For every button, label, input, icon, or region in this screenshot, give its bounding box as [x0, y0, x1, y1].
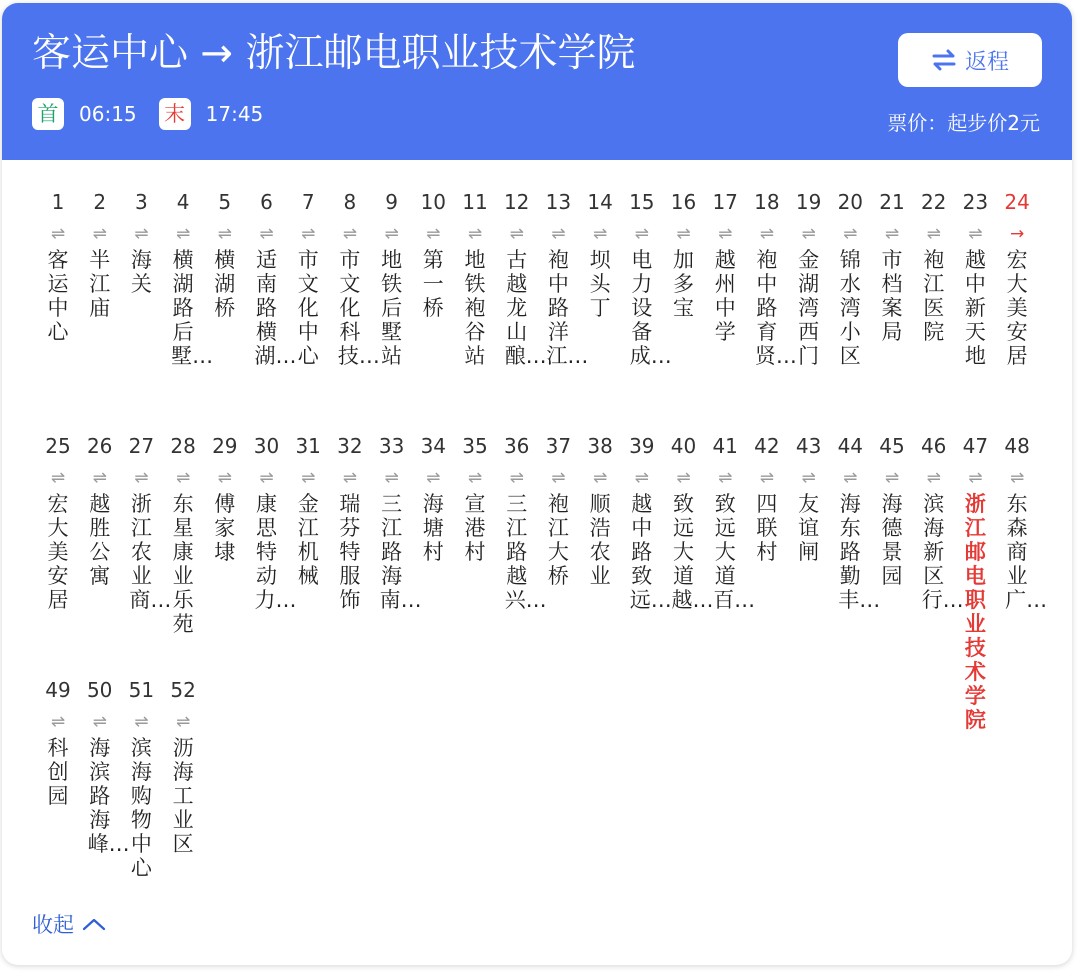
bidirectional-icon: ⇌ [134, 712, 149, 732]
route-card [2, 3, 1072, 965]
stop-number: 35 [462, 434, 488, 458]
stop-number: 5 [218, 190, 232, 214]
stop-name: 第一桥 [422, 248, 444, 320]
stop-number: 41 [712, 434, 738, 458]
stop-name: 致远大道越… [671, 492, 714, 612]
stop-name: 越胜公寓 [89, 492, 111, 588]
bidirectional-icon: ⇌ [467, 468, 483, 488]
stop-number: 34 [420, 434, 447, 458]
stop-item[interactable] [497, 188, 547, 368]
stop-name: 金湖湾西门 [798, 248, 820, 368]
bidirectional-icon: ⇌ [384, 224, 399, 244]
stop-number: 10 [420, 190, 447, 214]
stop-item[interactable] [455, 432, 495, 564]
stop-number: 50 [86, 678, 113, 702]
bidirectional-icon: ⇌ [217, 468, 232, 488]
bidirectional-icon: ⇌ [592, 468, 608, 488]
stop-item[interactable] [955, 432, 995, 732]
stop-name: 横湖桥 [214, 248, 236, 320]
bidirectional-icon: ⇌ [968, 224, 983, 244]
stop-name: 地铁后墅站 [381, 248, 403, 368]
stop-number: 45 [879, 434, 905, 458]
stop-name: 越州中学 [714, 248, 736, 344]
bidirectional-icon: ⇌ [509, 224, 524, 244]
stop-item[interactable] [247, 188, 297, 368]
stop-number: 32 [337, 434, 363, 458]
stop-name: 袍中路育贤… [754, 248, 797, 368]
bidirectional-icon: ⇌ [676, 468, 691, 488]
stop-item[interactable] [288, 188, 328, 368]
stop-number: 1 [51, 190, 65, 214]
stop-name: 海德景园 [881, 492, 903, 588]
bidirectional-icon: ⇌ [175, 712, 191, 732]
stop-name: 袍江大桥 [547, 492, 569, 588]
stop-number: 37 [545, 434, 572, 458]
bidirectional-icon: ⇌ [426, 224, 441, 244]
bidirectional-icon: ⇌ [134, 468, 149, 488]
stop-item[interactable] [38, 676, 78, 808]
route-title [32, 29, 636, 79]
bidirectional-icon: ⇌ [843, 224, 858, 244]
stop-name: 三江路越兴… [504, 492, 547, 612]
stop-name: 坝头丁 [589, 248, 611, 320]
stop-item[interactable] [830, 188, 870, 368]
return-trip-button[interactable] [898, 33, 1042, 87]
stop-name: 三江路海南… [379, 492, 422, 612]
stop-name: 顺浩农业 [589, 492, 611, 588]
bidirectional-icon: ⇌ [884, 224, 900, 244]
bidirectional-icon: ⇌ [342, 224, 358, 244]
stop-item[interactable] [789, 432, 829, 564]
stop-number: 21 [879, 190, 905, 214]
stop-item[interactable] [580, 188, 620, 320]
bidirectional-icon: ⇌ [718, 224, 733, 244]
stop-item[interactable] [997, 188, 1037, 368]
stop-number: 29 [212, 434, 238, 458]
stop-number: 7 [301, 190, 315, 214]
swap-icon [931, 49, 957, 71]
stop-item[interactable] [747, 432, 787, 564]
stop-name: 友谊闸 [798, 492, 820, 564]
last-bus-badge: 末 [159, 98, 191, 130]
stop-item[interactable] [830, 432, 881, 612]
stop-number: 51 [128, 678, 155, 702]
stop-name: 袍中路洋江… [546, 248, 589, 368]
destination-name: 浙江邮电职业技术学院 [245, 31, 636, 76]
stop-item[interactable] [955, 188, 995, 368]
stop-item[interactable] [789, 188, 829, 368]
bidirectional-icon: ⇌ [50, 468, 66, 488]
stop-item[interactable] [247, 432, 297, 612]
bidirectional-icon: ⇌ [843, 468, 858, 488]
bidirectional-icon: ⇌ [217, 224, 232, 244]
stop-item[interactable] [80, 432, 120, 588]
stop-item[interactable] [664, 432, 714, 612]
stop-name: 傅家埭 [214, 492, 236, 564]
stop-name: 沥海工业区 [172, 736, 194, 856]
stop-name: 海滨路海峰… [87, 736, 130, 856]
bidirectional-icon: ⇌ [634, 224, 649, 244]
collapse-button[interactable] [32, 909, 106, 939]
stop-number: 9 [385, 190, 398, 214]
stop-number: 47 [962, 434, 989, 458]
stop-number: 30 [253, 434, 280, 458]
stop-number: 52 [170, 678, 196, 702]
stop-name: 海关 [130, 248, 152, 296]
stop-name: 东星康业乐苑 [172, 492, 194, 636]
stop-item[interactable] [205, 432, 245, 564]
stop-name: 滨海购物中心 [130, 736, 152, 880]
stop-item[interactable] [747, 188, 797, 368]
stop-number: 24 [1004, 190, 1030, 214]
stop-number: 43 [795, 434, 822, 458]
stop-name: 四联村 [756, 492, 778, 564]
bidirectional-icon: ⇌ [50, 712, 66, 732]
stop-item[interactable] [80, 188, 120, 320]
stop-item[interactable] [914, 432, 964, 612]
bidirectional-icon: ⇌ [384, 468, 399, 488]
stop-list [2, 160, 1072, 965]
stop-number: 22 [920, 190, 947, 214]
stop-number: 13 [545, 190, 572, 214]
stop-item[interactable] [205, 188, 245, 320]
stop-number: 31 [295, 434, 321, 458]
stop-name: 适南路横湖… [254, 248, 297, 368]
bidirectional-icon: ⇌ [926, 224, 941, 244]
stop-number: 27 [128, 434, 155, 458]
fare-info: 票价：起步价2元 [887, 111, 1040, 135]
stop-name: 地铁袍谷站 [464, 248, 486, 368]
stop-item[interactable] [538, 432, 578, 588]
bidirectional-icon: ⇌ [92, 712, 107, 732]
stop-number: 25 [45, 434, 71, 458]
stop-item[interactable] [622, 432, 672, 612]
stop-number: 17 [712, 190, 738, 214]
stop-name: 东森商业广… [1005, 492, 1048, 612]
stop-number: 19 [795, 190, 822, 214]
stop-number: 4 [176, 190, 190, 214]
stop-number: 14 [587, 190, 613, 214]
stop-item[interactable] [914, 188, 954, 344]
bidirectional-icon: ⇌ [884, 468, 900, 488]
stop-item[interactable] [413, 432, 453, 564]
stop-name: 越中新天地 [964, 248, 986, 368]
stop-name: 宏大美安居 [1006, 248, 1028, 368]
stop-name: 科创园 [47, 736, 69, 808]
stop-name: 市文化中心 [297, 248, 319, 368]
stop-name: 加多宝 [673, 248, 694, 320]
stop-name: 客运中心 [47, 248, 69, 344]
bidirectional-icon: ⇌ [592, 224, 608, 244]
stop-name: 康思特动力… [254, 492, 297, 612]
bidirectional-icon: ⇌ [426, 468, 441, 488]
stop-item[interactable] [38, 188, 78, 344]
bidirectional-icon: ⇌ [301, 468, 316, 488]
stop-item[interactable] [80, 676, 130, 856]
stop-item[interactable] [413, 188, 453, 320]
stop-item[interactable] [330, 432, 370, 612]
stop-item[interactable] [872, 432, 912, 588]
first-bus-time: 06:15 [79, 102, 137, 126]
stop-name: 半江庙 [89, 248, 111, 320]
stop-item[interactable] [372, 188, 412, 368]
stop-item[interactable] [997, 432, 1048, 612]
bidirectional-icon: ⇌ [1009, 468, 1025, 488]
stop-name: 滨海新区行… [921, 492, 964, 612]
stop-number: 39 [629, 434, 655, 458]
stop-number: 18 [754, 190, 780, 214]
stop-name: 古越龙山酿… [504, 248, 547, 368]
bidirectional-icon: ⇌ [92, 468, 107, 488]
stop-item[interactable] [705, 432, 756, 612]
stop-name: 海东路勤丰… [838, 492, 881, 612]
stop-number: 33 [378, 434, 405, 458]
stop-item[interactable] [288, 432, 328, 588]
first-bus-badge: 首 [32, 98, 64, 130]
stop-number: 46 [920, 434, 947, 458]
stop-number: 48 [1004, 434, 1030, 458]
stop-name: 越中路致远… [629, 492, 672, 612]
bidirectional-icon: ⇌ [134, 224, 149, 244]
bidirectional-icon: ⇌ [759, 468, 775, 488]
stop-item[interactable] [622, 188, 672, 368]
bidirectional-icon: ⇌ [718, 468, 733, 488]
collapse-label: 收起 [32, 913, 74, 937]
direction-arrow: → [200, 31, 234, 76]
bidirectional-icon: ⇌ [634, 468, 649, 488]
bidirectional-icon: ⇌ [676, 224, 691, 244]
chevron-up-icon [82, 917, 106, 931]
return-trip-label: 返程 [964, 49, 1009, 75]
stop-item[interactable] [38, 432, 78, 612]
bidirectional-icon: ⇌ [801, 468, 816, 488]
stop-item[interactable] [372, 432, 422, 612]
bidirectional-icon: ⇌ [259, 468, 274, 488]
stop-name: 横湖路后墅… [171, 248, 214, 368]
bidirectional-icon: ⇌ [551, 468, 566, 488]
stop-number: 23 [962, 190, 989, 214]
bidirectional-icon: ⇌ [175, 224, 191, 244]
stop-number: 8 [343, 190, 357, 214]
stop-item[interactable] [163, 188, 214, 368]
stop-item[interactable] [121, 676, 161, 880]
stop-item[interactable] [664, 188, 704, 320]
stop-number: 6 [260, 190, 273, 214]
stop-item[interactable] [455, 188, 495, 368]
stop-name: 金江机械 [297, 492, 319, 588]
stop-number: 11 [462, 190, 488, 214]
bidirectional-icon: ⇌ [175, 468, 191, 488]
stop-name: 锦水湾小区 [839, 248, 861, 368]
stop-name: 致远大道百… [713, 492, 756, 612]
stop-number: 40 [670, 434, 697, 458]
stop-item[interactable] [121, 432, 172, 612]
service-times [32, 98, 285, 130]
stop-number: 20 [837, 190, 864, 214]
stop-number: 26 [86, 434, 113, 458]
bidirectional-icon: ⇌ [92, 224, 107, 244]
bidirectional-icon: ⇌ [968, 468, 983, 488]
stop-number: 16 [670, 190, 697, 214]
stop-number: 38 [587, 434, 613, 458]
stop-item[interactable] [163, 676, 203, 856]
bidirectional-icon: ⇌ [926, 468, 941, 488]
current-position-icon: → [1009, 224, 1025, 244]
stop-item[interactable] [330, 188, 380, 368]
stop-name: 电力设备成… [629, 248, 672, 368]
bidirectional-icon: ⇌ [801, 224, 816, 244]
stop-number: 3 [135, 190, 148, 214]
stop-item[interactable] [497, 432, 547, 612]
stop-name: 瑞芬特服饰 [339, 492, 361, 612]
stop-name: 浙江农业商… [129, 492, 172, 612]
stop-name: 浙江邮电职业技术学院 [964, 492, 986, 732]
stop-item[interactable] [580, 432, 620, 588]
last-bus-time: 17:45 [205, 102, 264, 126]
stop-number: 42 [754, 434, 780, 458]
stop-number: 15 [629, 190, 655, 214]
bidirectional-icon: ⇌ [50, 224, 66, 244]
stop-item[interactable] [163, 432, 203, 636]
stop-number: 36 [503, 434, 530, 458]
stop-number: 28 [170, 434, 196, 458]
route-header [2, 3, 1072, 160]
stop-name: 市文化科技… [337, 248, 380, 368]
stop-number: 2 [93, 190, 107, 214]
bidirectional-icon: ⇌ [509, 468, 524, 488]
stop-name: 市档案局 [881, 248, 903, 344]
bidirectional-icon: ⇌ [759, 224, 775, 244]
stop-name: 袍江医院 [923, 248, 945, 344]
bidirectional-icon: ⇌ [301, 224, 316, 244]
bidirectional-icon: ⇌ [551, 224, 566, 244]
stop-name: 海塘村 [422, 492, 444, 564]
bidirectional-icon: ⇌ [342, 468, 358, 488]
stop-item[interactable] [538, 188, 589, 368]
stop-name: 宣港村 [464, 492, 486, 564]
stop-number: 12 [503, 190, 530, 214]
stop-name: 宏大美安居 [47, 492, 69, 612]
stop-number: 44 [837, 434, 864, 458]
stop-item[interactable] [872, 188, 912, 344]
stop-number: 49 [45, 678, 71, 702]
bidirectional-icon: ⇌ [467, 224, 483, 244]
stop-item[interactable] [705, 188, 745, 344]
stop-item[interactable] [121, 188, 161, 296]
bidirectional-icon: ⇌ [259, 224, 274, 244]
origin-name: 客运中心 [32, 31, 189, 76]
